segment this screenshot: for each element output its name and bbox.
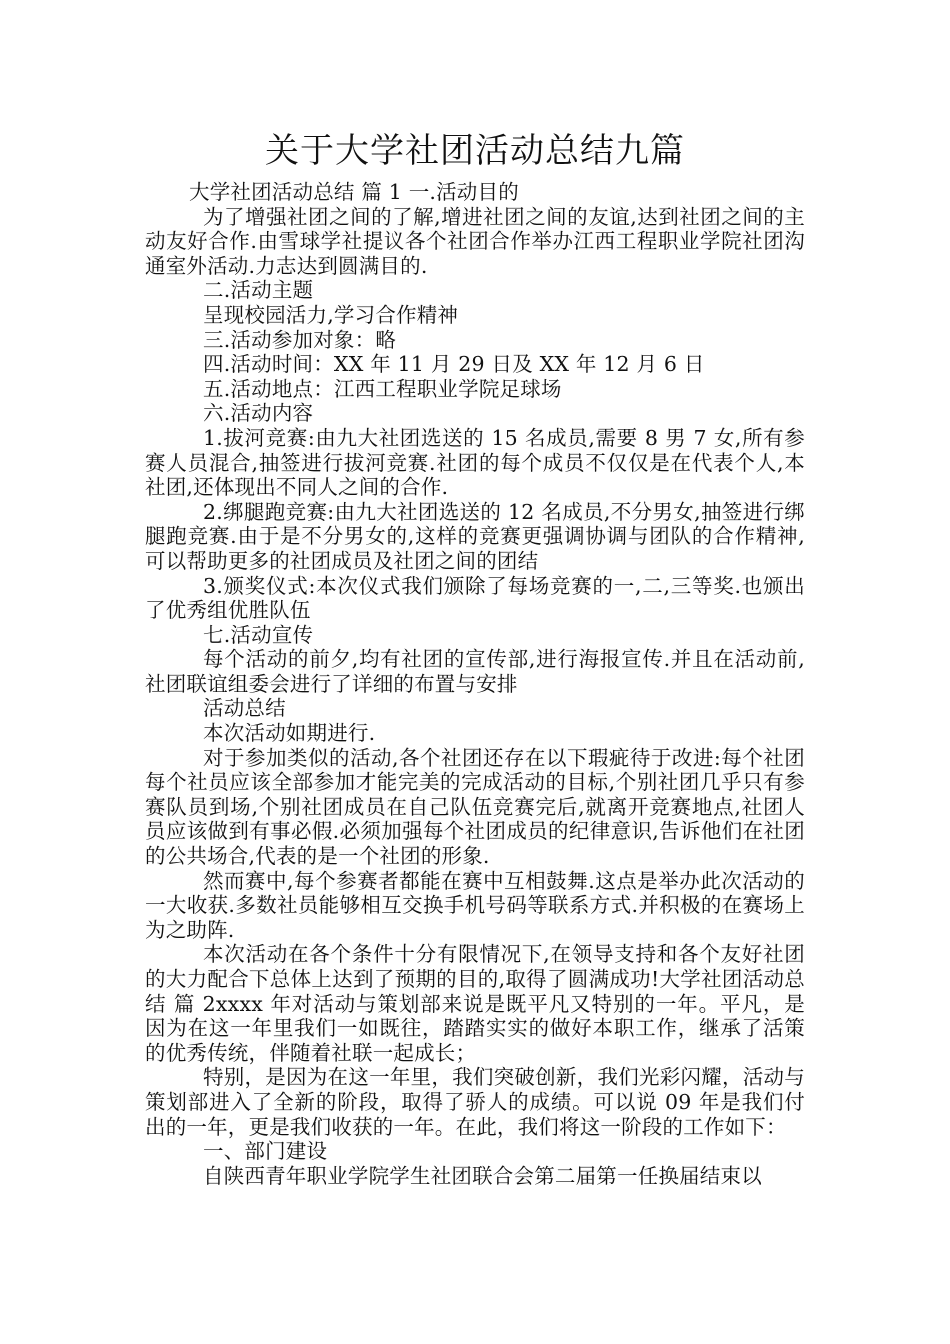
paragraph: 二.活动主题: [203, 278, 314, 303]
paragraph: 对于参加类似的活动,各个社团还存在以下瑕疵待于改进:每个社团每个社员应该全部参加才能完美的完成活动的目标,个别社团几乎只有参赛队员到场,个别社团成员在自己队伍竞赛完后,就离开竞赛地点,社团人员应该做到有事必假.必须加强每个社团成员的纪律意识,告诉他们在社团的公共场合,代表的是一个社团的形象.: [145, 745, 805, 869]
paragraph: 七.活动宣传: [203, 622, 314, 647]
paragraph: 本次活动在各个条件十分有限情况下,在领导支持和各个友好社团的大力配合下总体上达到了预期的目的,取得了圆满成功!大学社团活动总结 篇 2xxxx 年对活动与策划部来说是既平凡又特别的一年。平凡，是因为在这一年里我们一如既往，踏踏实实的做好本职工作，继承了活策的优秀传统，伴随着社联一起成长；: [145, 942, 805, 1065]
paragraph: 本次活动如期进行.: [203, 721, 376, 746]
paragraph: 自陕西青年职业学院学生社团联合会第二届第一任换届结束以: [203, 1163, 762, 1188]
paragraph: 五.活动地点：江西工程职业学院足球场: [203, 376, 562, 401]
paragraph: 2.绑腿跑竞赛:由九大社团选送的 12 名成员,不分男女,抽签进行绑腿跑竞赛.由于是不分男女的,这样的竞赛更强调协调与团队的合作精神,可以帮助更多的社团成员及社团之间的团结: [145, 499, 805, 573]
paragraph: 四.活动时间：XX 年 11 月 29 日及 XX 年 12 月 6 日: [203, 352, 705, 377]
document-page: [145, 126, 805, 1188]
paragraph: 活动总结: [203, 696, 286, 721]
paragraph: 六.活动内容: [203, 401, 314, 426]
paragraph: 大学社团活动总结 篇 1 一.活动目的: [189, 180, 519, 204]
paragraph: 三.活动参加对象：略: [203, 327, 397, 352]
paragraph: 特别，是因为在这一年里，我们突破创新，我们光彩闪耀，活动与策划部进入了全新的阶段，取得了骄人的成绩。可以说 09 年是我们付出的一年，更是我们收获的一年。在此，我们将这一阶段的工作如下：: [145, 1065, 805, 1139]
document-body: [145, 180, 805, 1188]
paragraph: 1.拔河竞赛:由九大社团选送的 15 名成员,需要 8 男 7 女,所有参赛人员混合,抽签进行拔河竞赛.社团的每个成员不仅仅是在代表个人,本社团,还体现出不同人之间的合作.: [145, 425, 805, 500]
paragraph: 呈现校园活力,学习合作精神: [203, 302, 459, 327]
paragraph: 每个活动的前夕,均有社团的宣传部,进行海报宣传.并且在活动前,社团联谊组委会进行了详细的布置与安排: [145, 647, 805, 696]
paragraph: 3.颁奖仪式:本次仪式我们颁除了每场竞赛的一,二,三等奖.也颁出了优秀组优胜队伍: [145, 573, 805, 623]
paragraph: 一、部门建设: [203, 1139, 328, 1164]
paragraph: 为了增强社团之间的了解,增进社团之间的友谊,达到社团之间的主动友好合作.由雪球学社提议各个社团合作举办江西工程职业学院社团沟通室外活动.力志达到圆满目的.: [145, 204, 805, 278]
document-title: 关于大学社团活动总结九篇: [265, 131, 685, 171]
paragraph: 然而赛中,每个参赛者都能在赛中互相鼓舞.这点是举办此次活动的一大收获.多数社员能够相互交换手机号码等联系方式.并积极的在赛场上为之助阵.: [145, 868, 805, 942]
